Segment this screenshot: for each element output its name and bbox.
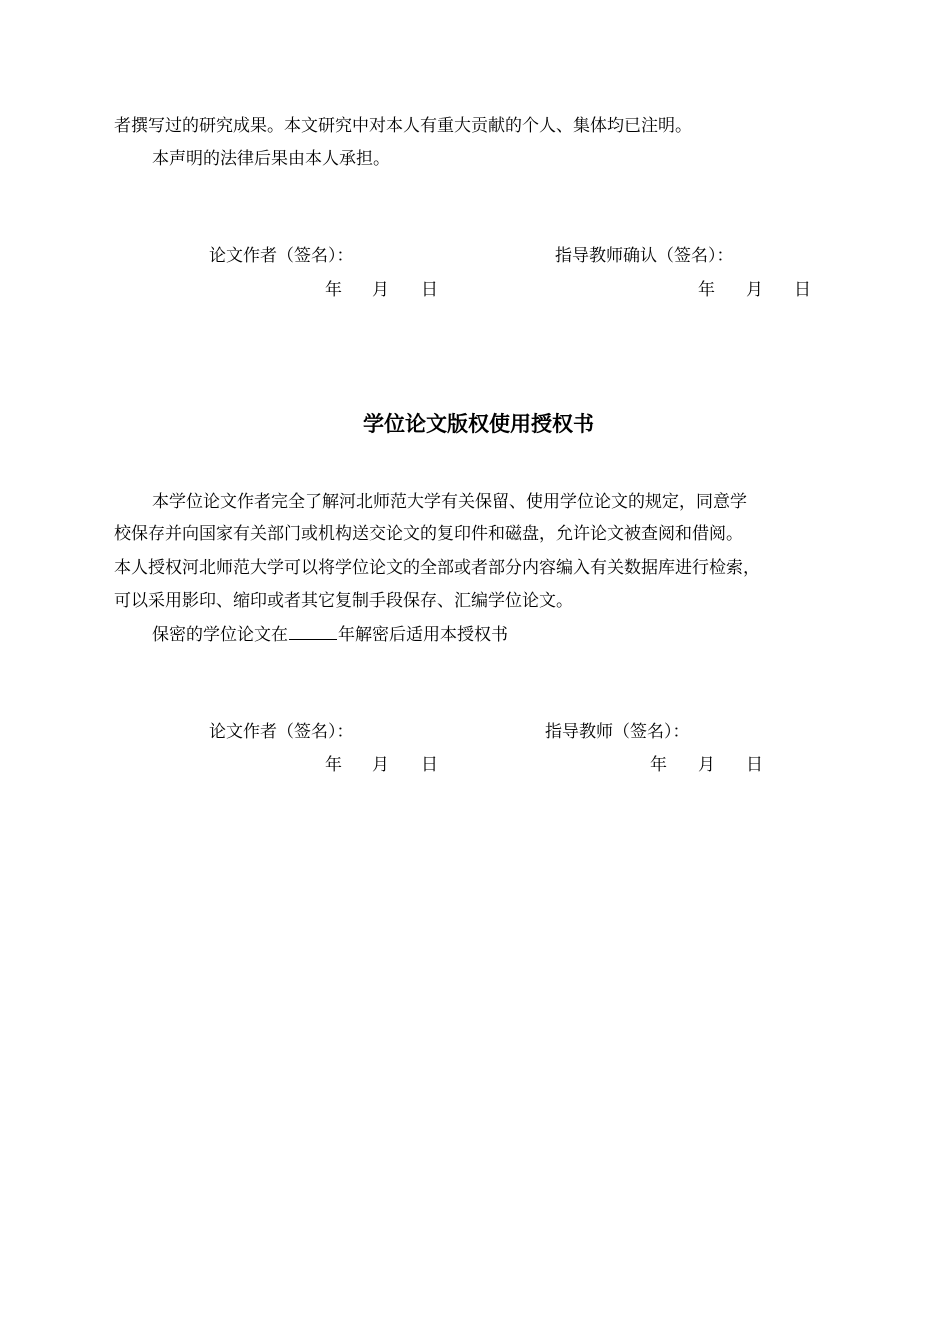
date-day: 日 bbox=[421, 280, 438, 300]
date-month: 月 bbox=[372, 755, 389, 775]
secret-clause-prefix: 保密的学位论文在 bbox=[152, 625, 288, 645]
date-month: 月 bbox=[698, 755, 715, 775]
authorization-para-line: 校保存并向国家有关部门或机构送交论文的复印件和磁盘，允许论文被查阅和借阅。 bbox=[114, 524, 743, 544]
secret-clause bbox=[152, 623, 508, 646]
date-day: 日 bbox=[746, 755, 763, 775]
date-month: 月 bbox=[746, 280, 763, 300]
authorization-advisor-sign-label: 指导教师（签名）： bbox=[545, 722, 690, 742]
years-blank-field[interactable] bbox=[289, 623, 337, 640]
date-day: 日 bbox=[794, 280, 811, 300]
date-year: 年 bbox=[698, 280, 715, 300]
authorization-title: 学位论文版权使用授权书 bbox=[363, 412, 594, 436]
authorization-para-line: 本学位论文作者完全了解河北师范大学有关保留、使用学位论文的规定，同意学 bbox=[152, 492, 747, 512]
date-year: 年 bbox=[325, 755, 342, 775]
declaration-text-line-2: 本声明的法律后果由本人承担。 bbox=[152, 149, 390, 169]
declaration-author-sign-label: 论文作者（签名）： bbox=[209, 246, 354, 266]
declaration-advisor-sign-label: 指导教师确认（签名）： bbox=[555, 246, 734, 266]
date-year: 年 bbox=[650, 755, 667, 775]
authorization-author-sign-label: 论文作者（签名）： bbox=[209, 722, 354, 742]
secret-clause-suffix: 年解密后适用本授权书 bbox=[338, 625, 508, 645]
authorization-para-line: 本人授权河北师范大学可以将学位论文的全部或者部分内容编入有关数据库进行检索， bbox=[114, 558, 760, 578]
date-year: 年 bbox=[325, 280, 342, 300]
date-month: 月 bbox=[372, 280, 389, 300]
date-day: 日 bbox=[421, 755, 438, 775]
authorization-para-line: 可以采用影印、缩印或者其它复制手段保存、汇编学位论文。 bbox=[114, 591, 573, 611]
declaration-text-line-1: 者撰写过的研究成果。本文研究中对本人有重大贡献的个人、集体均已注明。 bbox=[114, 116, 692, 136]
